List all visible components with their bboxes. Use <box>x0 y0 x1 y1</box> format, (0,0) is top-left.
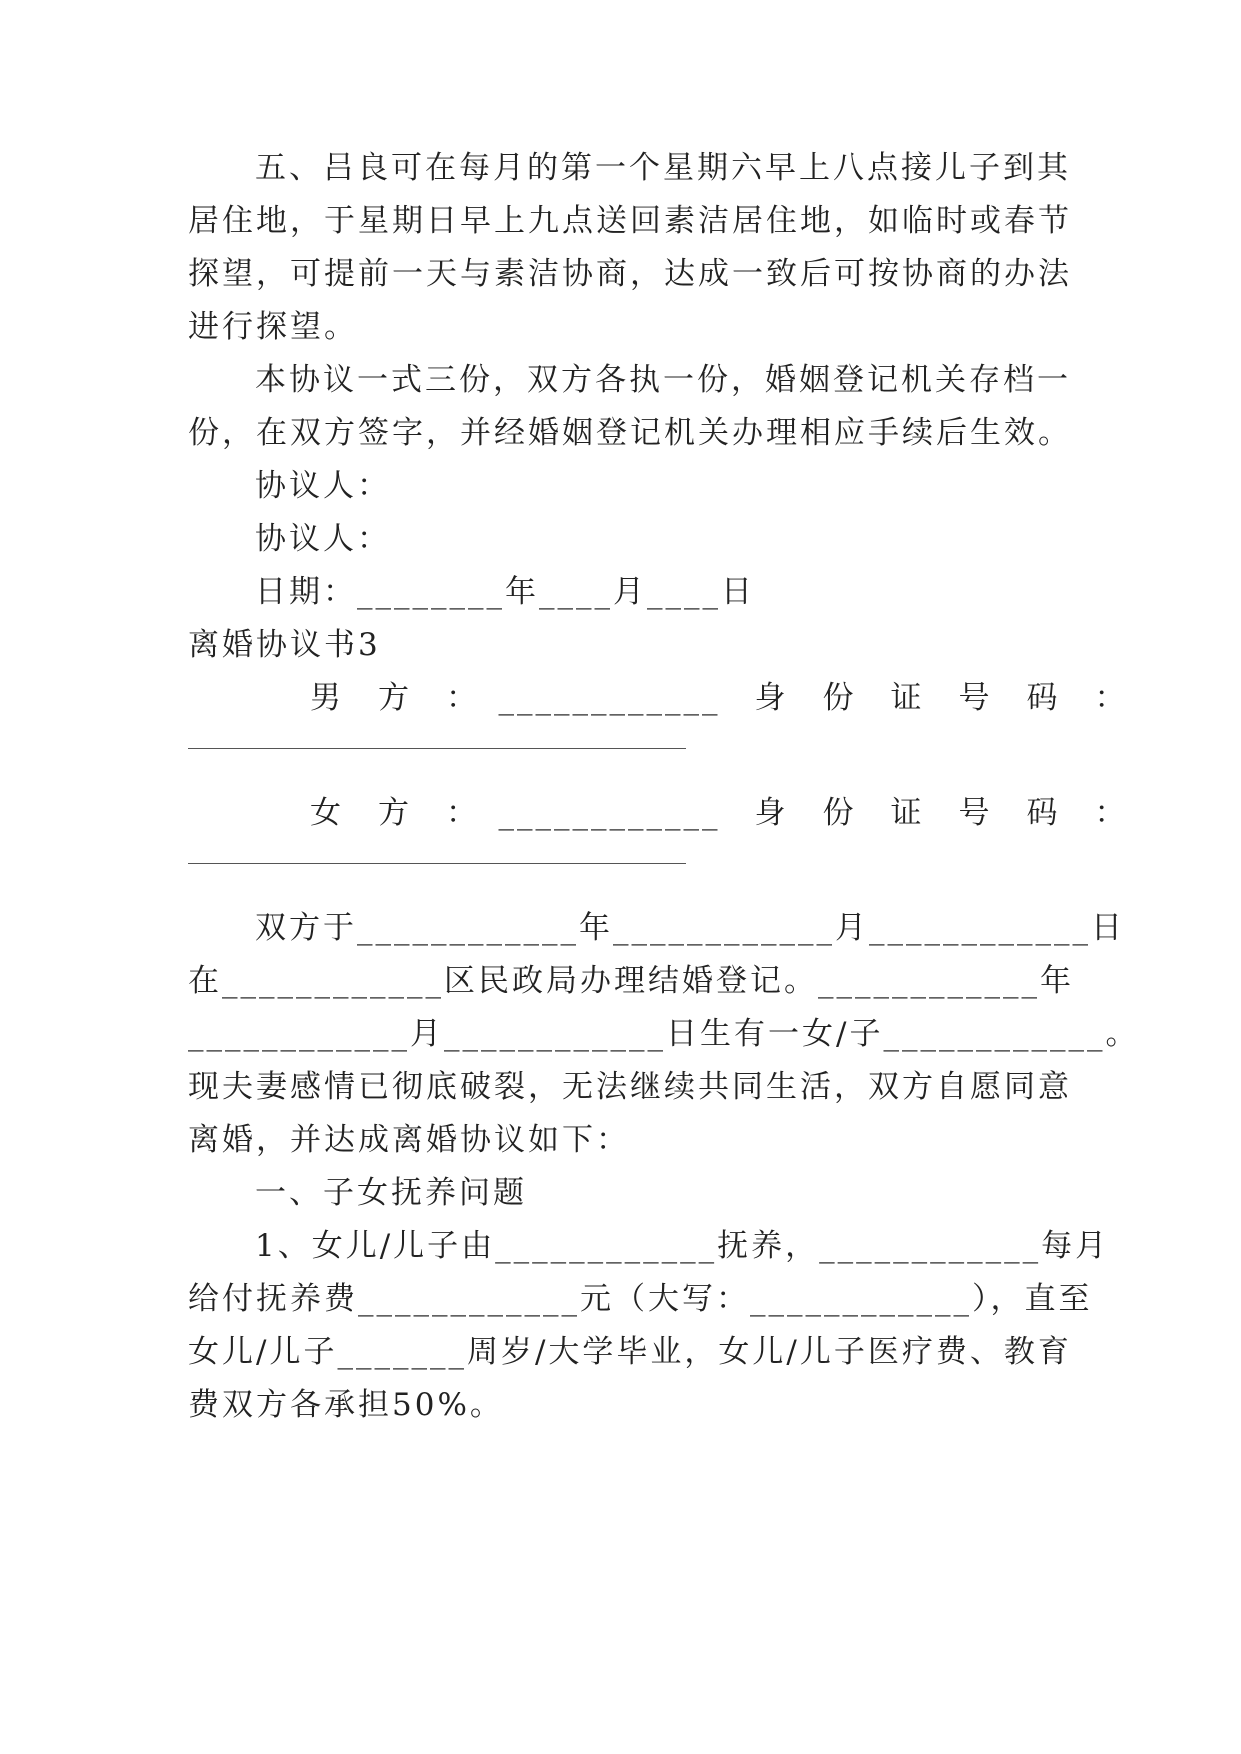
paragraph-line: 探望，可提前一天与素洁协商，达成一致后可按协商的办法 <box>188 256 1072 292</box>
female-party-line: 女 方 ： ____________ 身 份 证 号 码 ： <box>310 795 1129 831</box>
paragraph-line: 给付抚养费____________元（大写：____________），直至 <box>188 1281 1093 1317</box>
paragraph-line: 1、女儿/儿子由____________抚养，____________每月 <box>255 1228 1110 1264</box>
section-heading: 一、子女抚养问题 <box>255 1175 527 1211</box>
paragraph-line: 份，在双方签字，并经婚姻登记机关办理相应手续后生效。 <box>188 415 1072 451</box>
blank-underline <box>188 748 686 749</box>
paragraph-line: 双方于____________年____________月____________日 <box>255 910 1125 946</box>
male-party-line: 男 方 ： ____________ 身 份 证 号 码 ： <box>310 680 1129 716</box>
paragraph-line: 本协议一式三份，双方各执一份，婚姻登记机关存档一 <box>255 362 1071 398</box>
paragraph-line: 进行探望。 <box>188 309 358 345</box>
date-line: 日期：________年____月____日 <box>255 574 755 610</box>
paragraph-line: 离婚，并达成离婚协议如下： <box>188 1122 630 1158</box>
section-title: 离婚协议书3 <box>188 627 381 663</box>
paragraph-line: 居住地，于星期日早上九点送回素洁居住地，如临时或春节 <box>188 203 1072 239</box>
blank-underline <box>188 863 686 864</box>
paragraph-line: 费双方各承担50%。 <box>188 1387 504 1423</box>
signatory-line: 协议人： <box>255 468 391 504</box>
signatory-line: 协议人： <box>255 521 391 557</box>
paragraph-line: 在____________区民政局办理结婚登记。____________年 <box>188 963 1074 999</box>
paragraph-line: 现夫妻感情已彻底破裂，无法继续共同生活，双方自愿同意 <box>188 1069 1072 1105</box>
paragraph-line: ____________月____________日生有一女/子____________。 <box>188 1016 1140 1052</box>
paragraph-line: 女儿/儿子_______周岁/大学毕业，女儿/儿子医疗费、教育 <box>188 1334 1072 1370</box>
paragraph-line: 五、吕良可在每月的第一个星期六早上八点接儿子到其 <box>255 150 1071 186</box>
